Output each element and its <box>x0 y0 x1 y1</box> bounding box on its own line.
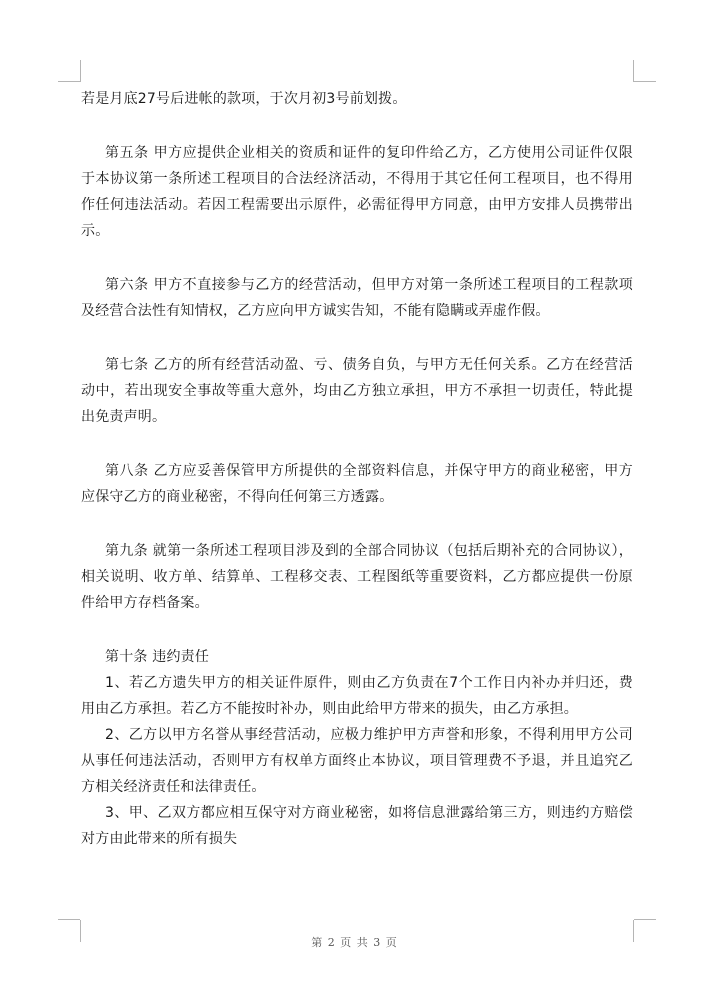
document-body <box>81 86 633 852</box>
article-6: 第六条 甲方不直接参与乙方的经营活动，但甲方对第一条所述工程项目的工程款项及经营合法性有知情权，乙方应向甲方诚实告知，不能有隐瞒或弄虚作假。 <box>81 277 633 319</box>
page-number-footer: 第 2 页 共 3 页 <box>311 936 398 949</box>
paragraph-continuation: 若是月底27号后进帐的款项，于次月初3号前划拨。 <box>81 91 407 107</box>
article-10-clause-1: 1、若乙方遗失甲方的相关证件原件，则由乙方负责在7个工作日内补办并归还，费用由乙方承担。若乙方不能按时补办，则由此给甲方带来的损失，由乙方承担。 <box>81 675 633 717</box>
article-7: 第七条 乙方的所有经营活动盈、亏、债务自负，与甲方无任何关系。乙方在经营活动中，若出现安全事故等重大意外，均由乙方独立承担，甲方不承担一切责任，特此提出免责声明。 <box>81 357 633 425</box>
article-8: 第八条 乙方应妥善保管甲方所提供的全部资料信息，并保守甲方的商业秘密，甲方应保守乙方的商业秘密，不得向任何第三方透露。 <box>81 463 633 505</box>
crop-mark-top-right-v <box>633 60 634 82</box>
crop-mark-bottom-right-h <box>634 919 656 920</box>
crop-mark-bottom-left-h <box>58 919 80 920</box>
article-9: 第九条 就第一条所述工程项目涉及到的全部合同协议（包括后期补充的合同协议），相关说明、收方单、结算单、工程移交表、工程图纸等重要资料，乙方都应提供一份原件给甲方存档备案。 <box>81 543 633 611</box>
article-10-clause-3: 3、甲、乙双方都应相互保守对方商业秘密，如将信息泄露给第三方，则违约方赔偿对方由此带来的所有损失 <box>81 805 633 847</box>
crop-mark-top-left-v <box>80 60 81 82</box>
crop-mark-top-left-h <box>58 81 80 82</box>
article-10-heading: 第十条 违约责任 <box>105 649 210 665</box>
article-10-clause-2: 2、乙方以甲方名誉从事经营活动，应极力维护甲方声誉和形象，不得利用甲方公司从事任何违法活动，否则甲方有权单方面终止本协议，项目管理费不予退，并且追究乙方相关经济责任和法律责任。 <box>81 727 633 795</box>
crop-mark-top-right-h <box>634 81 656 82</box>
article-5: 第五条 甲方应提供企业相关的资质和证件的复印件给乙方，乙方使用公司证件仅限于本协议第一条所述工程项目的合法经济活动，不得用于其它任何工程项目，也不得用作任何违法活动。若因工程需要出示原件，必需征得甲方同意，由甲方安排人员携带出示。 <box>81 145 633 239</box>
